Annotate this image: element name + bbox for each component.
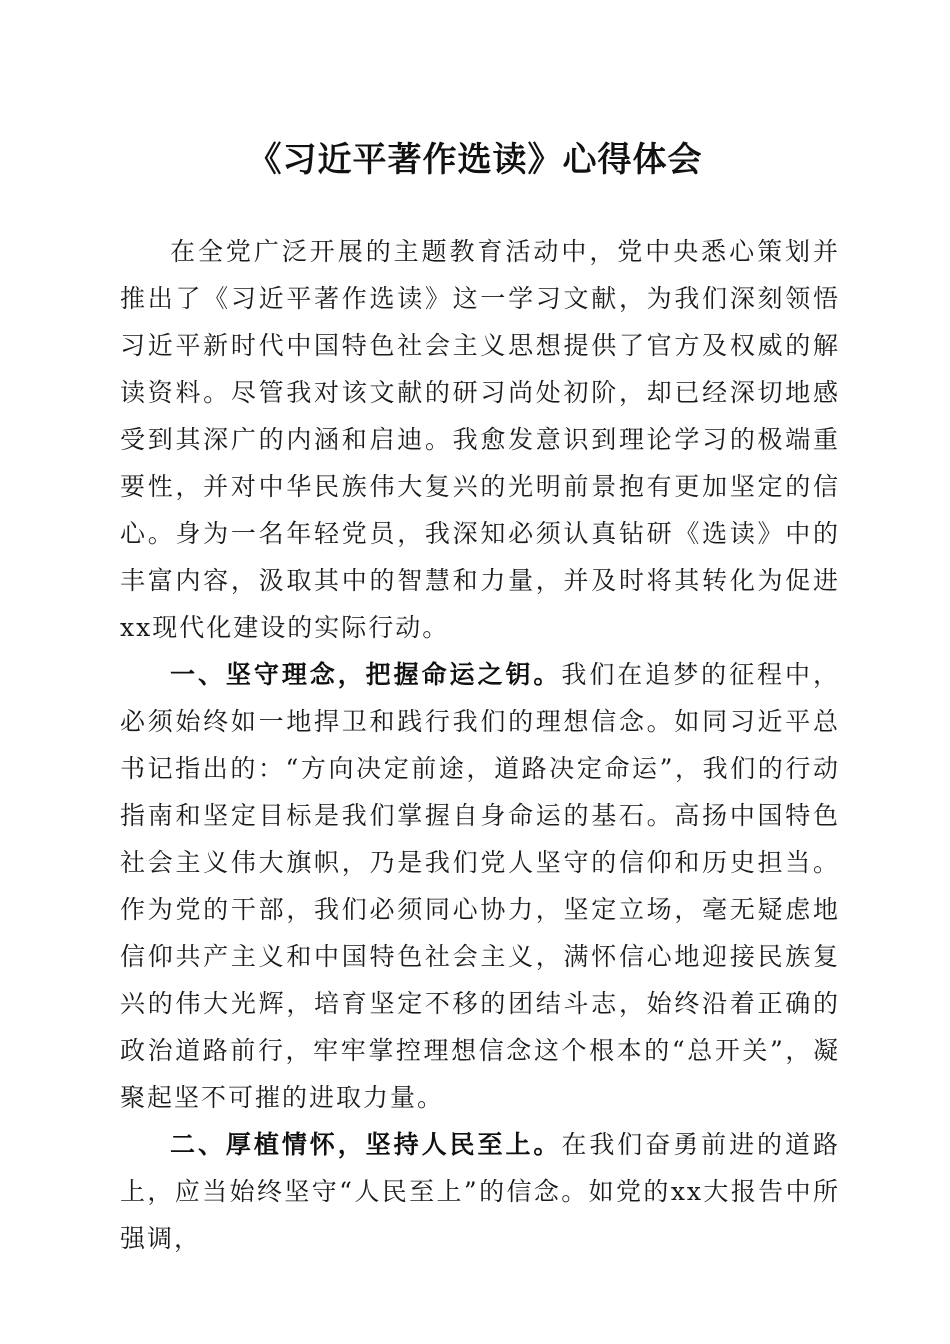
document-body [120,228,840,1262]
section-2-text: 在我们奋勇前进的道路上，应当始终坚守“人民至上”的信念。如党的xx大报告中所强调， [120,1130,840,1253]
paragraph-section-2 [120,1121,840,1262]
section-1-text: 我们在追梦的征程中，必须始终如一地捍卫和践行我们的理想信念。如同习近平总书记指出的：“方向决定前途，道路决定命运”，我们的行动指南和坚定目标是我们掌握自身命运的基石。高扬中国特色社会主义伟大旗帜，乃是我们党人坚守的信仰和历史担当。作为党的干部，我们必须同心协力，坚定立场，毫无疑虑地信仰共产主义和中国特色社会主义，满怀信心地迎接民族复兴的伟大光辉，培育坚定不移的团结斗志，始终沿着正确的政治道路前行，牢牢掌控理想信念这个根本的“总开关”，凝聚起坚不可摧的进取力量。 [120,660,840,1112]
section-2-heading: 二、厚植情怀，坚持人民至上。 [170,1130,562,1159]
paragraph-section-1 [120,651,840,1121]
document-title: 《习近平著作选读》心得体会 [247,140,703,180]
paragraph-intro [120,228,840,651]
paragraph-intro-text: 在全党广泛开展的主题教育活动中，党中央悉心策划并推出了《习近平著作选读》这一学习文献，为我们深刻领悟习近平新时代中国特色社会主义思想提供了官方及权威的解读资料。尽管我对该文献的研习尚处初阶，却已经深切地感受到其深广的内涵和启迪。我愈发意识到理论学习的极端重要性，并对中华民族伟大复兴的光明前景抱有更加坚定的信心。身为一名年轻党员，我深知必须认真钻研《选读》中的丰富内容，汲取其中的智慧和力量，并及时将其转化为促进xx现代化建设的实际行动。 [120,237,840,642]
section-1-heading: 一、坚守理念，把握命运之钥。 [170,660,562,689]
